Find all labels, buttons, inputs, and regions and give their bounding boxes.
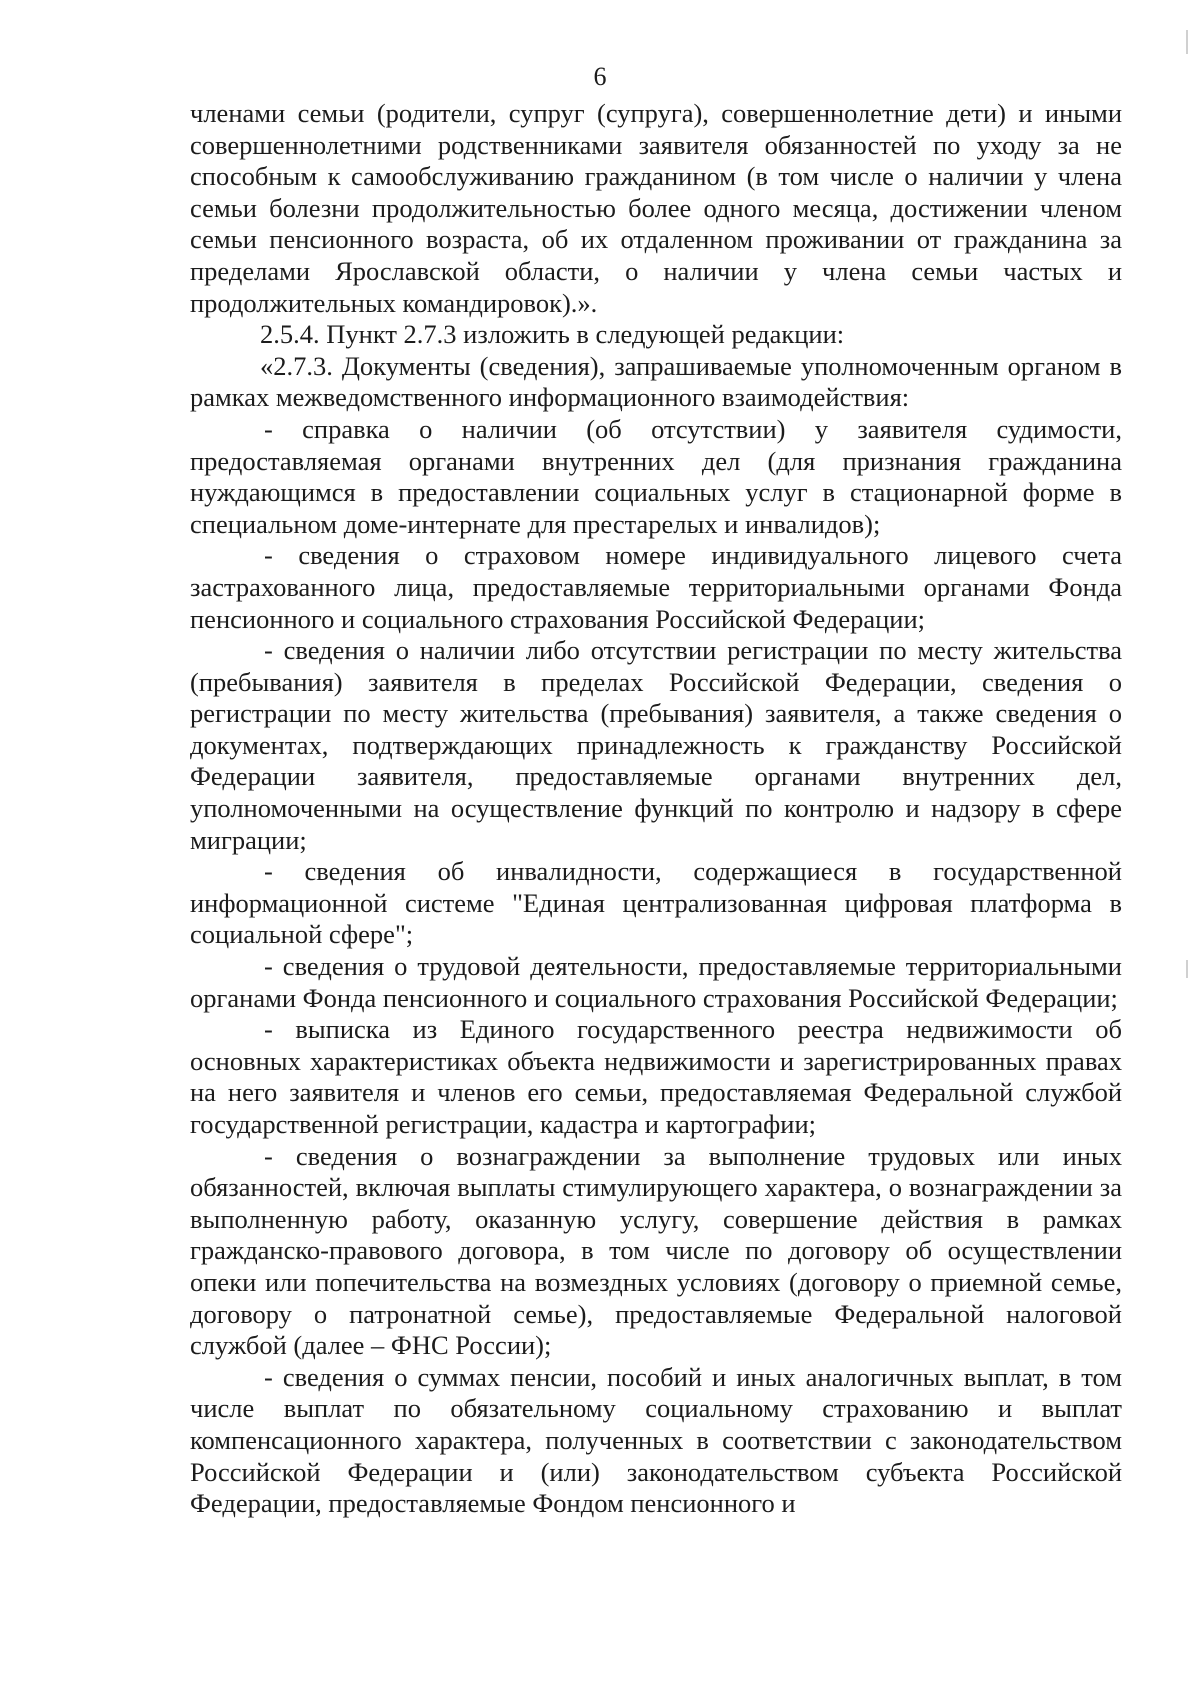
paragraph-item-2-7-3: «2.7.3. Документы (сведения), запрашиваемые уполномоченным органом в рамках межведомственного информационного взаимодействия: — [190, 350, 1122, 413]
page-number: 6 — [593, 62, 607, 91]
scan-edge-mark — [1186, 960, 1188, 978]
list-item-registration: - сведения о наличии либо отсутствии регистрации по месту жительства (пребывания) заявителя в пределах Российской Федерации, сведения о регистрации по месту жительства (пребывания) заявителя, а также сведения о документах, подтверждающих принадлежность к гражданству Российской Федерации заявителя, предоставляемые органами внутренних дел, уполномоченными на осуществление функций по контролю и надзору в сфере миграции; — [190, 635, 1122, 855]
list-item-disability: - сведения об инвалидности, содержащиеся в государственной информационной системе "Единая централизованная цифровая платформа в социальной сфере"; — [190, 856, 1122, 950]
list-item-insurance-number: - сведения о страховом номере индивидуального лицевого счета застрахованного лица, предоставляемые территориальными органами Фонда пенсионного и социального страхования Российской Федерации; — [190, 540, 1122, 634]
list-item-pension-sums: - сведения о суммах пенсии, пособий и иных аналогичных выплат, в том числе выплат по обязательному социальному страхованию и выплат компенсационного характера, полученных в соответствии с законодательством Российской Федерации и (или) законодательством субъекта Российской Федерации, предоставляемые Фондом пенсионного и — [190, 1361, 1122, 1519]
scan-edge-mark — [1186, 30, 1188, 54]
paragraph-item-2-5-4: 2.5.4. Пункт 2.7.3 изложить в следующей редакции: — [260, 319, 845, 350]
list-item-remuneration: - сведения о вознаграждении за выполнение трудовых или иных обязанностей, включая выплаты стимулирующего характера, о вознаграждении за выполненную работу, оказанную услугу, совершение действия в рамках гражданско-правового договора, в том числе по договору об осуществлении опеки или попечительства на возмездных условиях (договору о приемной семье, договору о патронатной семье), предоставляемые Федеральной налоговой службой (далее – ФНС России); — [190, 1140, 1122, 1361]
list-item-real-estate: - выписка из Единого государственного реестра недвижимости об основных характеристиках объекта недвижимости и зарегистрированных правах на него заявителя и членов его семьи, предоставляемая Федеральной службой государственной регистрации, кадастра и картографии; — [190, 1014, 1122, 1139]
list-item-criminal-record: - справка о наличии (об отсутствии) у заявителя судимости, предоставляемая органами внутренних дел (для признания гражданина нуждающимся в предоставлении социальных услуг в стационарной форме в специальном доме-интернате для престарелых и инвалидов); — [190, 413, 1122, 539]
document-body — [190, 98, 1122, 1520]
list-item-labor-activity: - сведения о трудовой деятельности, предоставляемые территориальными органами Фонда пенсионного и социального страхования Российской Федерации; — [190, 951, 1122, 1013]
paragraph-continuation: членами семьи (родители, супруг (супруга), совершеннолетние дети) и иными совершеннолетними родственниками заявителя обязанностей по уходу за не способным к самообслуживанию гражданином (в том числе о наличии у члена семьи болезни продолжительностью более одного месяца, достижении членом семьи пенсионного возраста, об их отдаленном проживании от гражданина за пределами Ярославской области, о наличии у члена семьи частых и продолжительных командировок).». — [190, 98, 1122, 318]
